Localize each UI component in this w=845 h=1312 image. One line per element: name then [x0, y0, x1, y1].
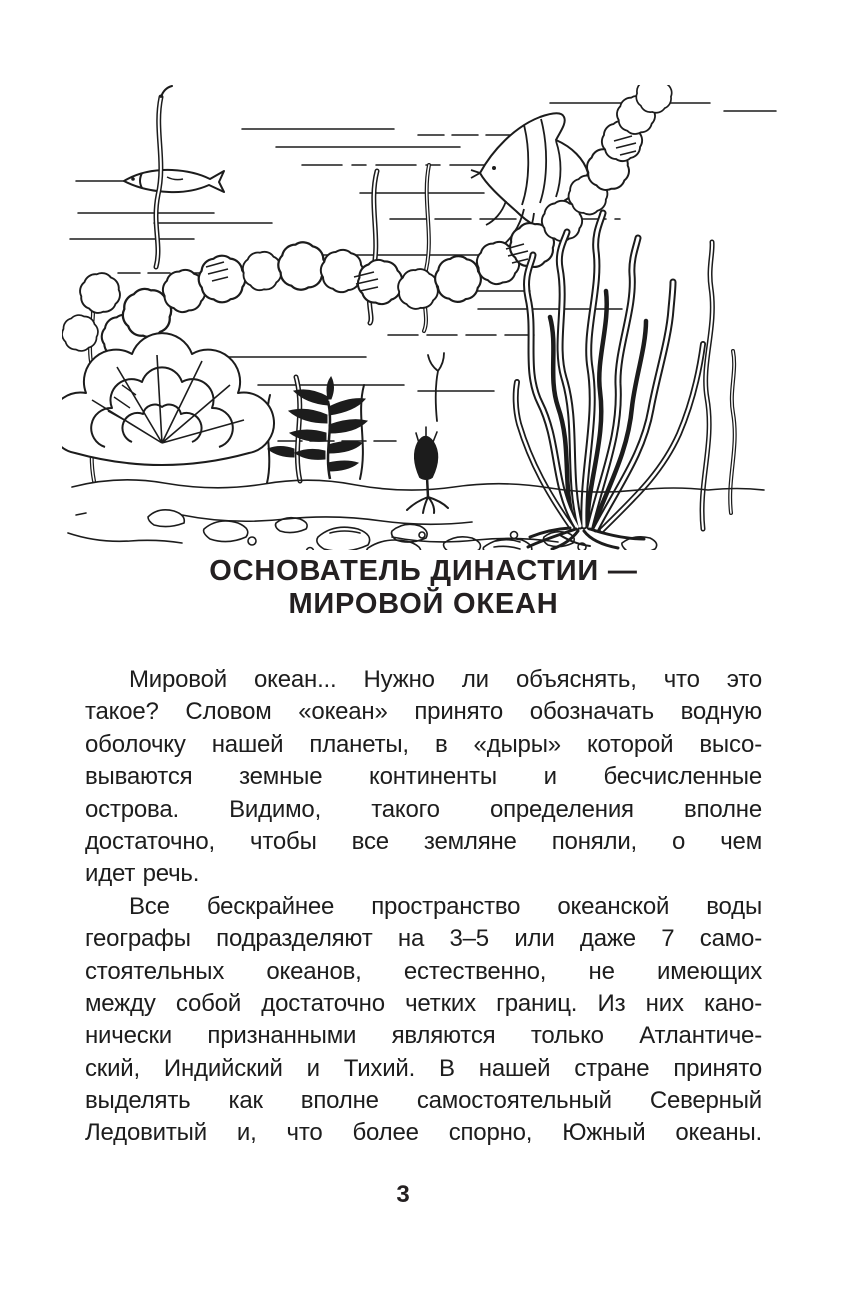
text-line: нически признанными являются только Атлантиче- [85, 1022, 762, 1050]
text-line: ский, Индийский и Тихий. В нашей стране принято [85, 1054, 762, 1082]
text-line: Все бескрайнее пространство океанской воды [129, 892, 762, 920]
body-text [85, 664, 762, 1150]
text-line: острова. Видимо, такого определения вполне [85, 795, 762, 823]
small-fish [124, 170, 224, 192]
text-line: достаточно, чтобы все земляне поняли, о чем [85, 827, 762, 855]
text-line: географы подразделяют на 3–5 или даже 7 само- [85, 925, 762, 953]
text-line: стоятельных океанов, естественно, не имеющих [85, 957, 762, 985]
tall-seaweed [516, 213, 735, 549]
text-line: между собой достаточно четких границ. Из них кано- [85, 989, 762, 1017]
chapter-heading [85, 555, 762, 621]
text-line: вываются земные континенты и бесчисленные [85, 763, 762, 791]
page-number: 3 [396, 1181, 410, 1208]
underwater-illustration [62, 85, 784, 550]
chapter-heading-line2: МИРОВОЙ ОКЕАН [288, 588, 559, 620]
text-line: идет речь. [85, 860, 200, 888]
text-line: выделять как вполне самостоятельный Северный [85, 1087, 762, 1115]
feather-plant [268, 377, 367, 479]
text-line: оболочку нашей планеты, в «дыры» которой высо- [85, 730, 762, 758]
chapter-heading-line1: ОСНОВАТЕЛЬ ДИНАСТИИ — [209, 555, 638, 587]
text-line: Мировой океан... Нужно ли объяснять, что это [129, 666, 762, 693]
text-line: такое? Словом «океан» принято обозначать водную [85, 698, 762, 726]
seafloor-rocks [68, 480, 764, 550]
text-line: Ледовитый и, что более спорно, Южный океаны. [85, 1119, 762, 1147]
tulip-plant [407, 427, 448, 513]
rosette-seaweed [62, 333, 274, 465]
